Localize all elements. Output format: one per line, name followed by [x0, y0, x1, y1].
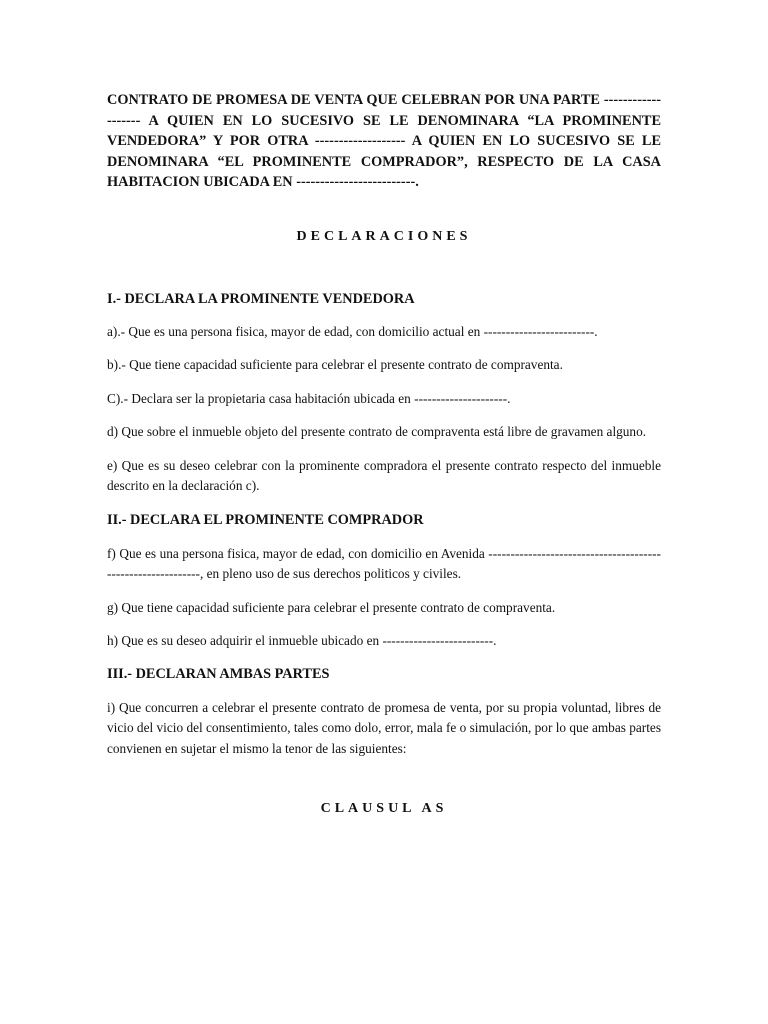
- declaration-f: f) Que es una persona fisica, mayor de edad, con domicilio en Avenida ------------------------------------------------------------, en pleno uso de sus derechos politicos y civiles.: [107, 545, 661, 581]
- declaration-b: b).- Que tiene capacidad suficiente para celebrar el presente contrato de compraventa.: [107, 357, 563, 372]
- contract-title: CONTRATO DE PROMESA DE VENTA QUE CELEBRAN POR UNA PARTE ------------------- A QUIEN EN LO SUCESIVO SE LE DENOMINARA “LA PROMINENTE VENDEDORA” Y POR OTRA ------------------- A QUIEN EN LO SUCESIVO SE LE DENOMINARA “EL PROMINENTE COMPRADOR”, RESPECTO DE LA CASA HABITACION UBICADA EN -------------------------.: [107, 92, 661, 190]
- section-1-heading: I.- DECLARA LA PROMINENTE VENDEDORA: [107, 290, 415, 307]
- declaration-g: g) Que tiene capacidad suficiente para celebrar el presente contrato de compraventa.: [107, 599, 556, 615]
- declaration-c: C).- Declara ser la propietaria casa habitación ubicada en ---------------------.: [107, 390, 511, 406]
- section-3-heading: III.- DECLARAN AMBAS PARTES: [107, 665, 330, 682]
- declaration-h: h) Que es su deseo adquirir el inmueble ubicado en -------------------------.: [107, 633, 497, 648]
- clausulas-heading: CLAUSUL AS: [320, 801, 448, 816]
- declaration-a: a).- Que es una persona fisica, mayor de edad, con domicilio actual en -------------------------.: [107, 323, 598, 339]
- declaraciones-heading: DECLARACIONES: [296, 228, 472, 244]
- declaration-d: d) Que sobre el inmueble objeto del presente contrato de compraventa está libre de gravamen alguno.: [107, 424, 647, 439]
- declaration-e: e) Que es su deseo celebrar con la prominente compradora el presente contrato respecto del inmueble descrito en la declaración c).: [107, 457, 661, 493]
- declaration-i: i) Que concurren a celebrar el presente contrato de promesa de venta, por su propia voluntad, libres de vicio del vicio del consentimiento, tales como dolo, error, mala fe o simulación, por lo que ambas partes convienen en sujetar el mismo la tenor de las siguientes:: [107, 699, 661, 756]
- document-page: [107, 90, 661, 817]
- section-2-heading: II.- DECLARA EL PROMINENTE COMPRADOR: [107, 511, 424, 528]
